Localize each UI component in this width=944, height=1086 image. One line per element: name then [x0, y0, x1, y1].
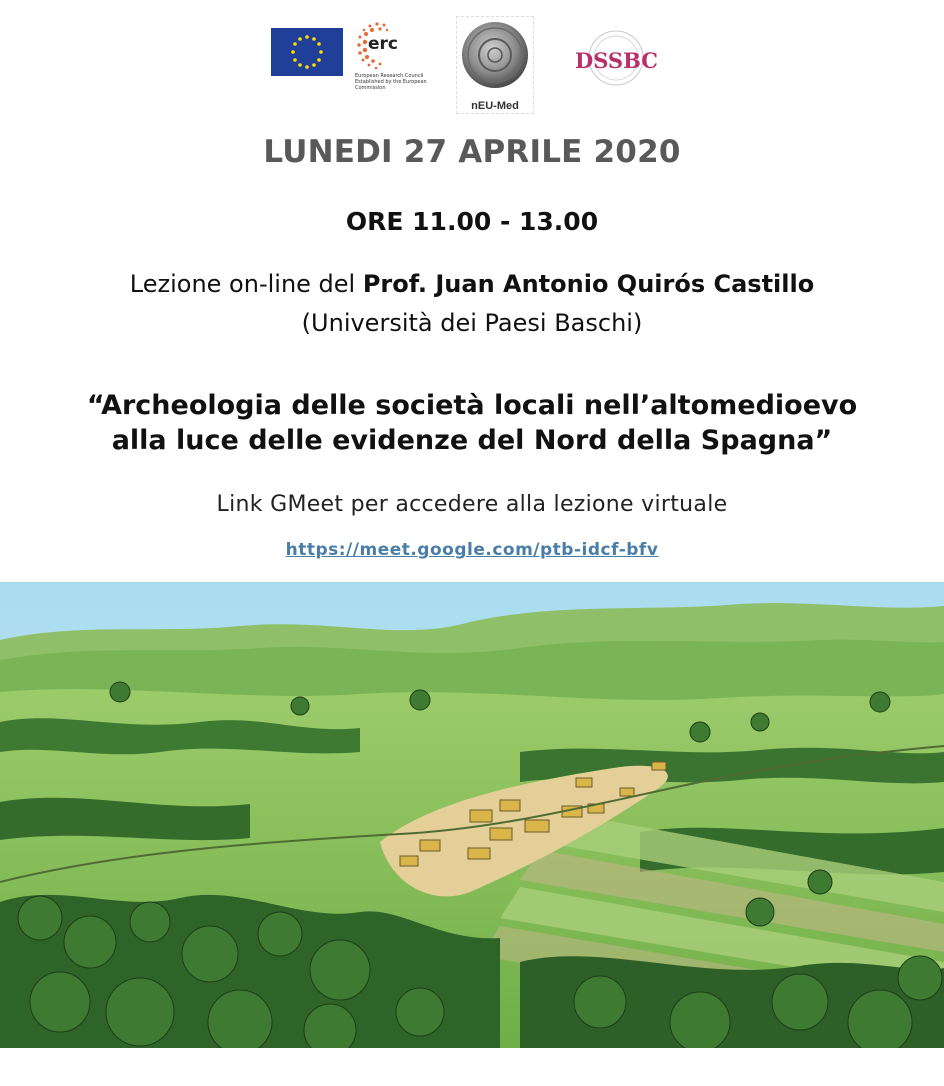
- lecture-title-line1: “Archeologia delle società locali nell’altomedioevo: [86, 390, 858, 421]
- erc-subtitle-line2: Established by the European Commission: [355, 79, 427, 91]
- erc-logo: [350, 20, 426, 96]
- meet-link-container: [0, 540, 944, 560]
- landscape-image-icon: [0, 582, 944, 1048]
- eu-stars-icon: [271, 28, 343, 76]
- erc-subtitle-line1: European Research Council: [355, 73, 424, 79]
- dssbc-wordmark: DSSBC: [575, 48, 658, 73]
- dssbc-logo: [571, 28, 661, 88]
- neu-med-logo: [456, 16, 534, 114]
- university: (Università dei Paesi Baschi): [301, 309, 643, 337]
- neu-med-label: nEU-Med: [471, 100, 519, 112]
- lecture-prefix: Lezione on-line del: [129, 270, 363, 298]
- landscape-illustration: [0, 582, 944, 1048]
- lecture-title: [0, 388, 944, 458]
- erc-wordmark: erc: [368, 34, 398, 54]
- logo-strip: [0, 14, 944, 112]
- erc-subtitle: [355, 73, 435, 91]
- coin-icon: [457, 17, 533, 93]
- lecturer-name: Prof. Juan Antonio Quirós Castillo: [362, 270, 815, 298]
- eu-flag-logo: [271, 28, 343, 76]
- meet-link[interactable]: https://meet.google.com/ptb-idcf-bfv: [285, 540, 659, 560]
- lecture-line: [0, 269, 944, 299]
- event-hours: ORE 11.00 - 13.00: [345, 207, 599, 236]
- link-intro: Link GMeet per accedere alla lezione virtuale: [216, 492, 728, 517]
- event-date: LUNEDI 27 APRILE 2020: [263, 134, 681, 170]
- lecture-title-line2: alla luce delle evidenze del Nord della Spagna”: [111, 425, 833, 456]
